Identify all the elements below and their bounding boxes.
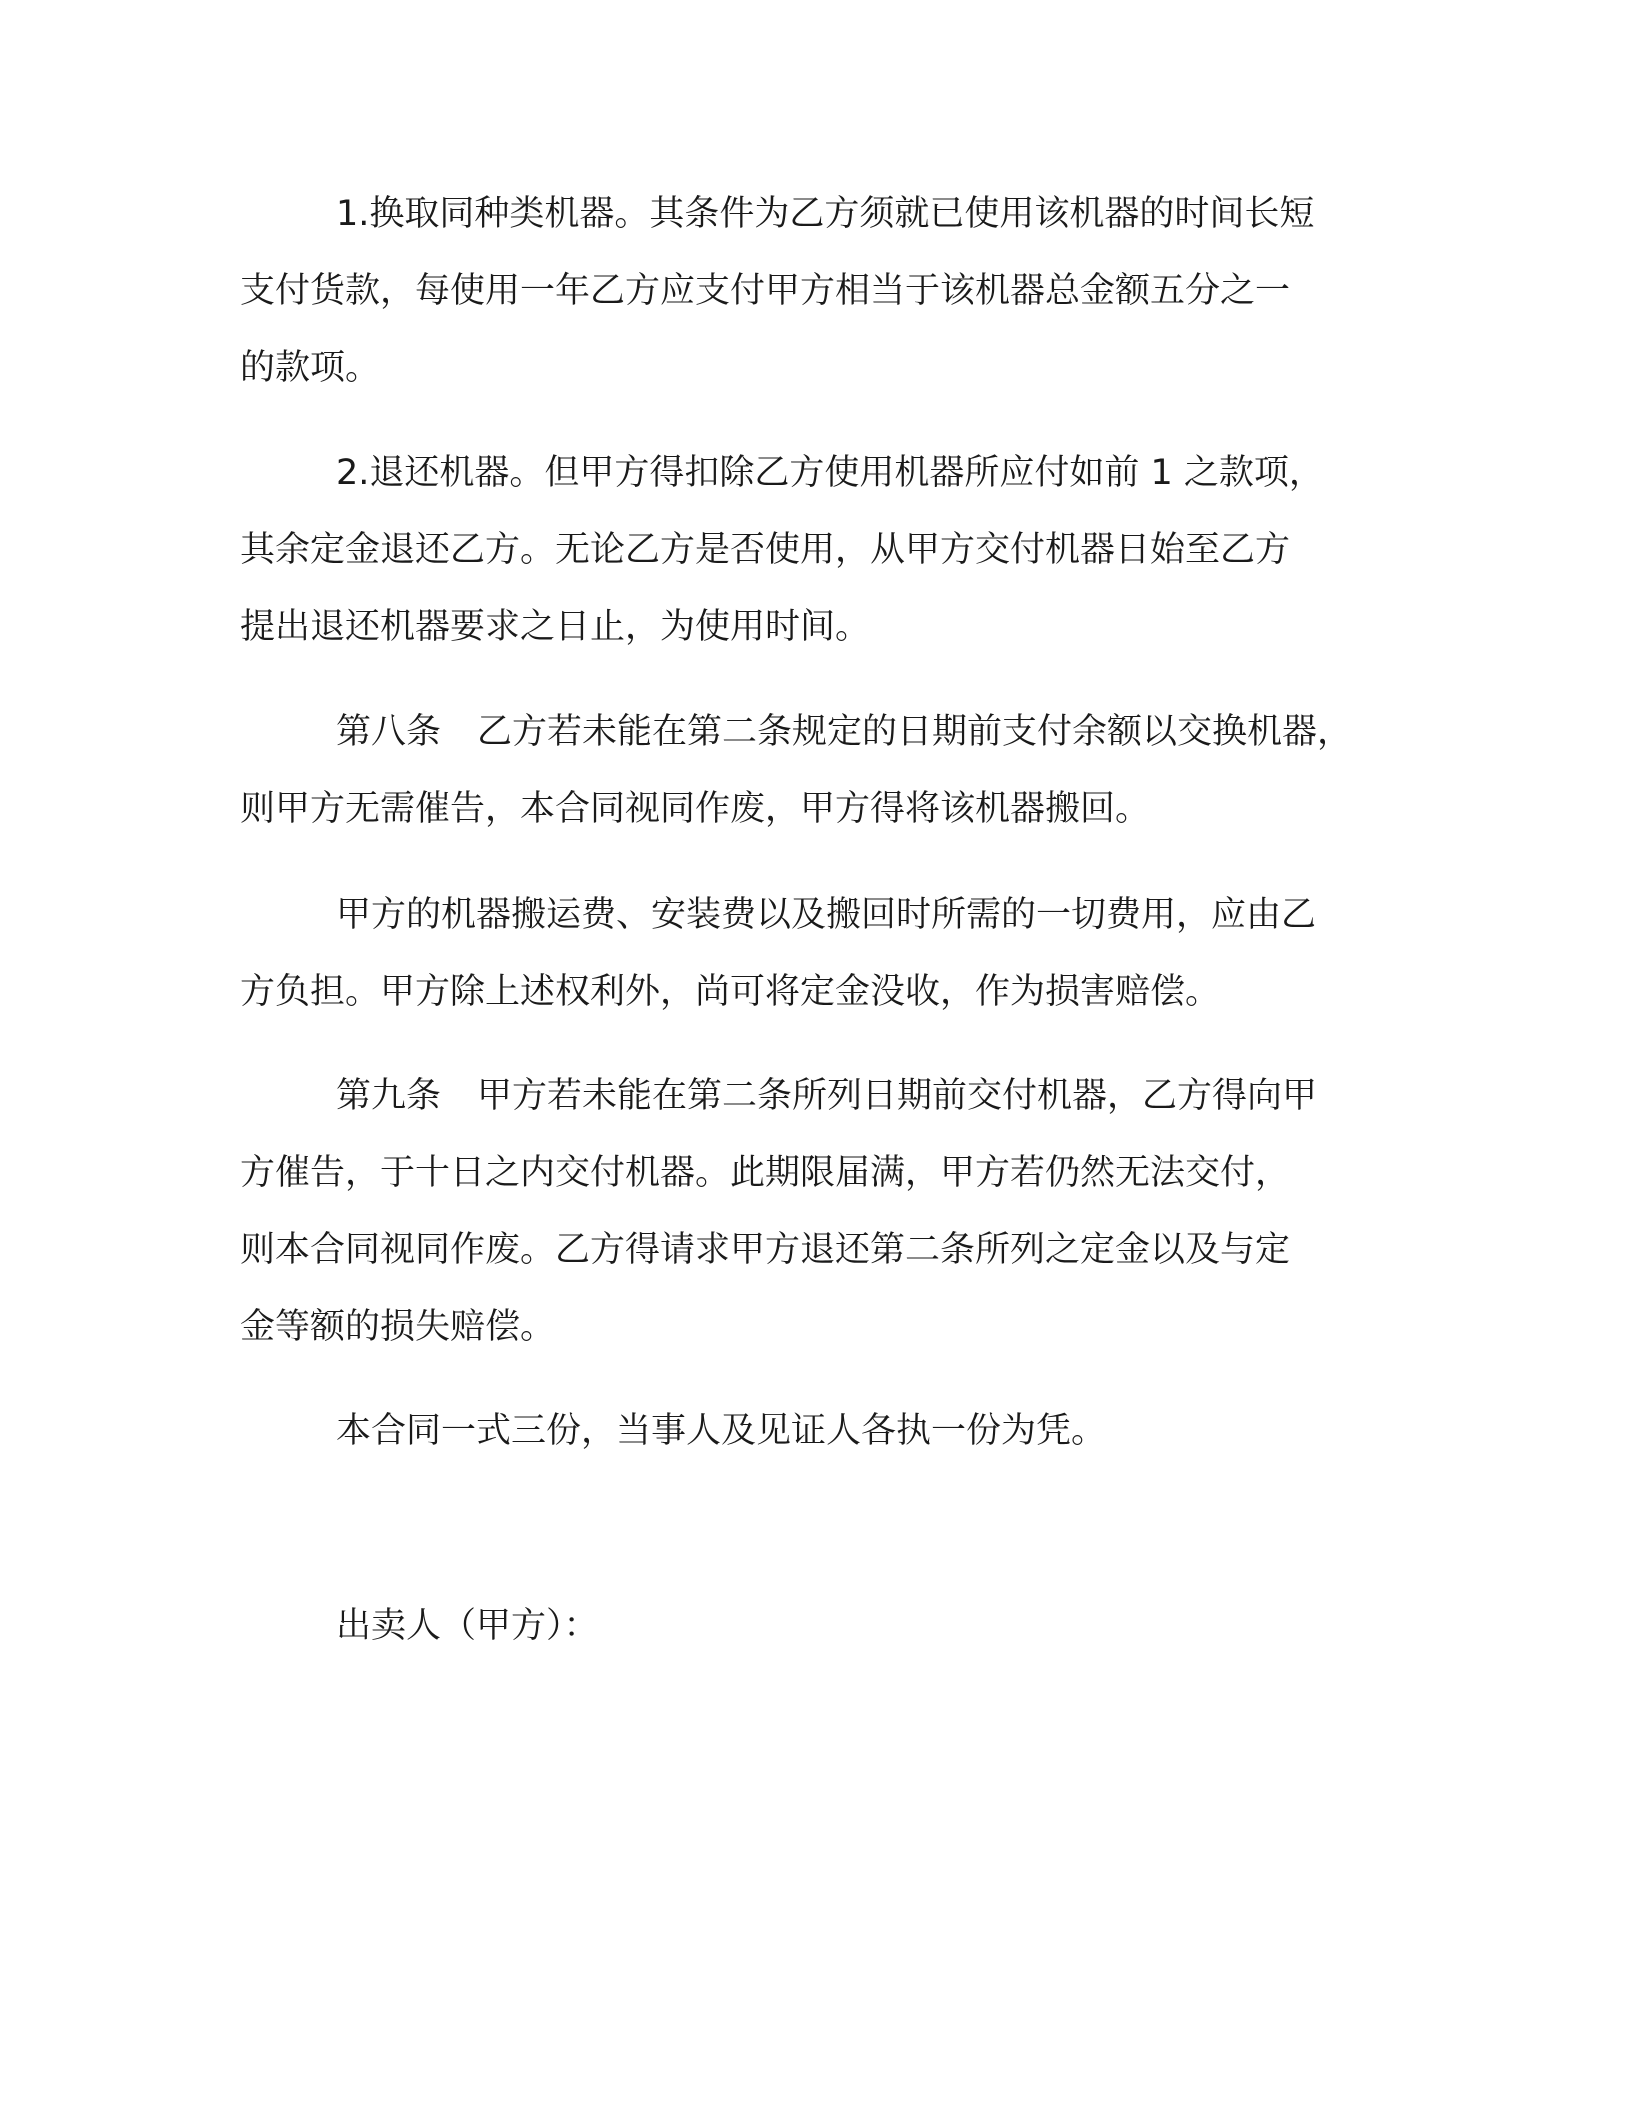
clause-2-return-machine	[240, 435, 1420, 666]
article-number: 第八条	[336, 712, 442, 752]
text-line: 方负担。甲方除上述权利外，尚可将定金没收，作为损害赔偿。	[240, 972, 1221, 1012]
text-line: 提出退还机器要求之日止，为使用时间。	[240, 607, 871, 647]
text-line: 甲方的机器搬运费、安装费以及搬回时所需的一切费用，应由乙	[336, 895, 1317, 935]
text-line	[240, 1058, 1420, 1135]
article-8-costs	[240, 877, 1420, 1031]
text-line: 金等额的损失赔偿。	[240, 1307, 556, 1347]
text-line: 本合同一式三份，当事人及见证人各执一份为凭。	[336, 1411, 1107, 1451]
article-8	[240, 694, 1420, 848]
article-text: 乙方若未能在第二条规定的日期前支付余额以交换机器，	[477, 712, 1353, 752]
text-line	[240, 694, 1420, 771]
text-line: 方催告，于十日之内交付机器。此期限届满，甲方若仍然无法交付，	[240, 1153, 1291, 1193]
text-line: 则甲方无需催告，本合同视同作废，甲方得将该机器搬回。	[240, 789, 1151, 829]
text-line: 的款项。	[240, 348, 381, 388]
text-line: 其余定金退还乙方。无论乙方是否使用，从甲方交付机器日始至乙方	[240, 530, 1291, 570]
text-line: 1.换取同种类机器。其条件为乙方须就已使用该机器的时间长短	[336, 194, 1315, 234]
copies-clause	[240, 1393, 1420, 1470]
text-line: 则本合同视同作废。乙方得请求甲方退还第二条所列之定金以及与定	[240, 1230, 1291, 1270]
text-line: 支付货款，每使用一年乙方应支付甲方相当于该机器总金额五分之一	[240, 271, 1291, 311]
signature-block	[240, 1588, 1420, 1665]
clause-1-exchange-machine	[240, 176, 1420, 407]
article-number: 第九条	[336, 1076, 442, 1116]
article-9	[240, 1058, 1420, 1366]
text-line: 2.退还机器。但甲方得扣除乙方使用机器所应付如前 1 之款项，	[336, 453, 1324, 493]
seller-signature-label: 出卖人（甲方）：	[336, 1606, 599, 1646]
article-text: 甲方若未能在第二条所列日期前交付机器，乙方得向甲	[477, 1076, 1318, 1116]
